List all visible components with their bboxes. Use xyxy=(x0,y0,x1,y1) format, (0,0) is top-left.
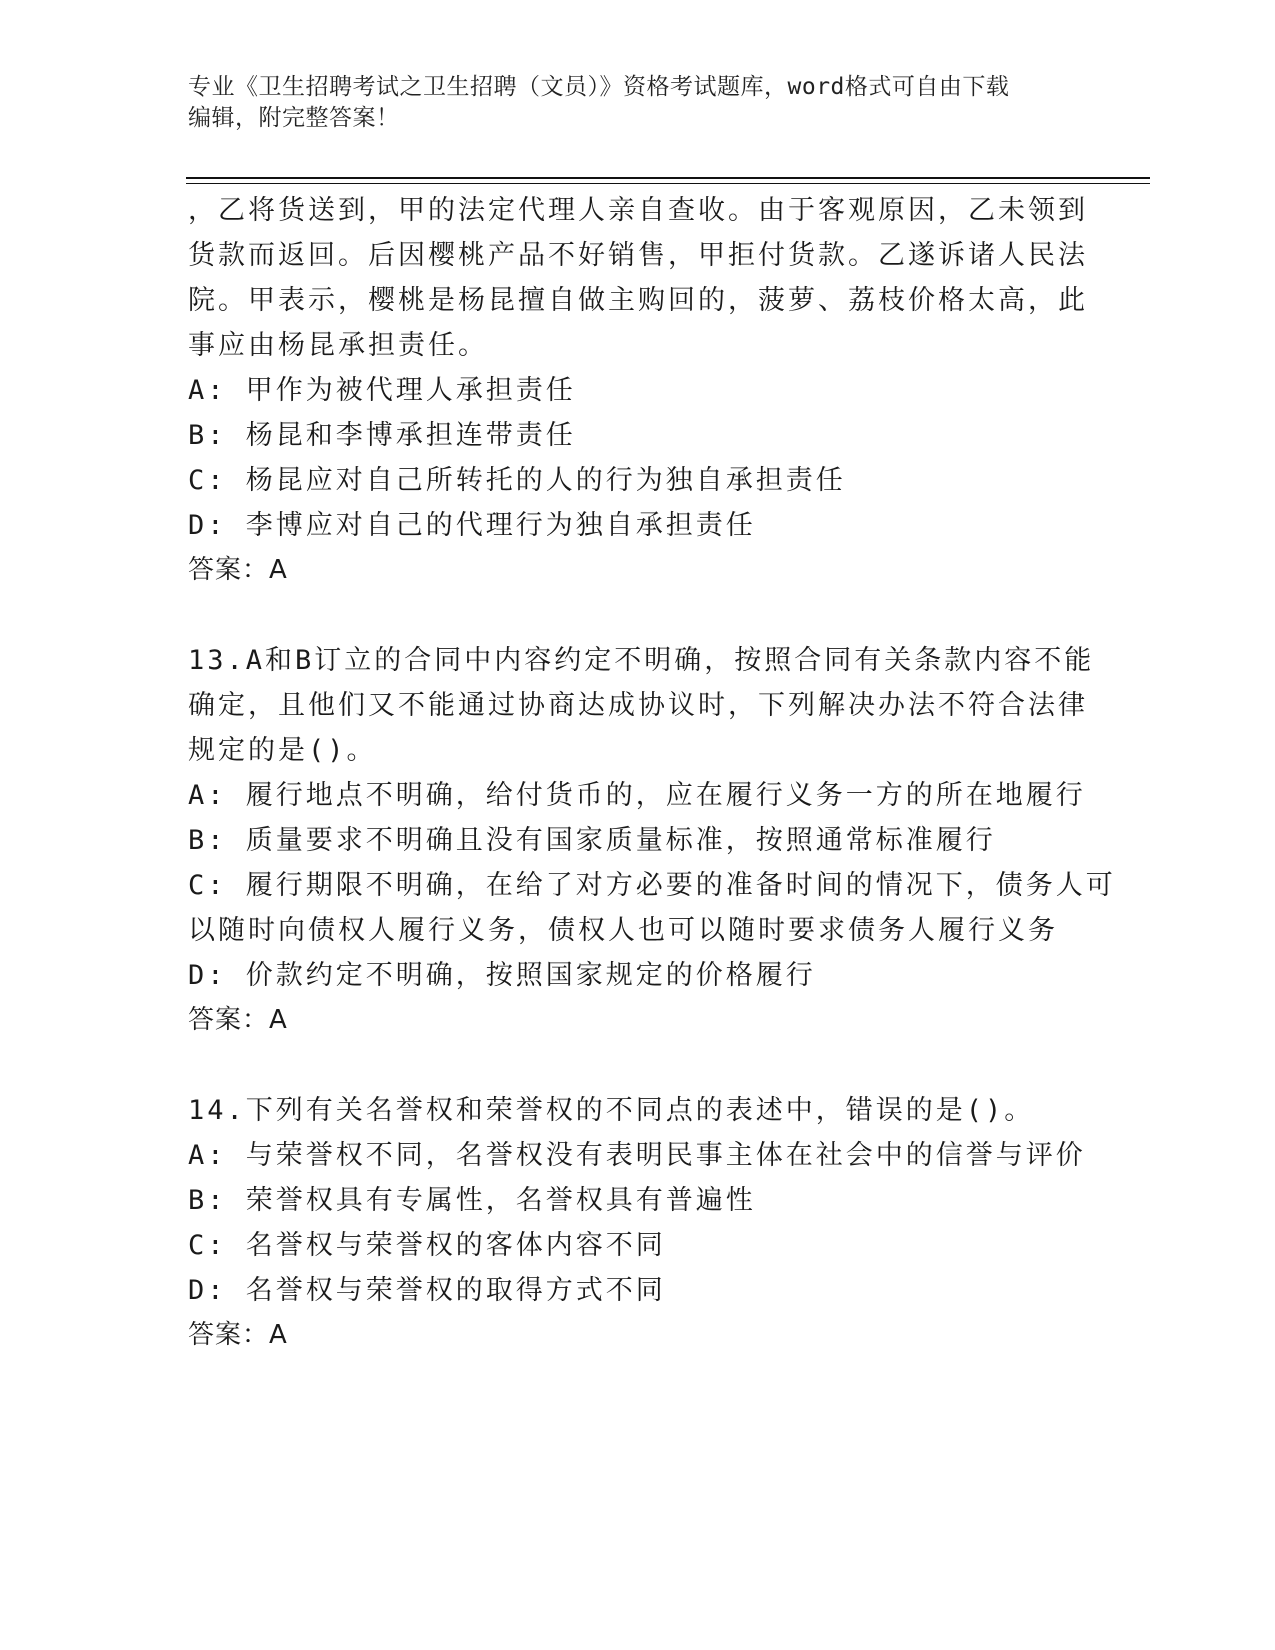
option-a: A: 甲作为被代理人承担责任 xyxy=(188,375,576,406)
question-14 xyxy=(188,1088,1088,1358)
option-c: C: 履行期限不明确，在给了对方必要的准备时间的情况下，债务人可 xyxy=(188,870,1116,901)
answer-label: 答案：A xyxy=(188,555,288,585)
question-12 xyxy=(188,188,1088,593)
option-b: B: 荣誉权具有专属性，名誉权具有普遍性 xyxy=(188,1185,756,1216)
question-stem-line: 13.A和B订立的合同中内容约定不明确，按照合同有关条款内容不能 xyxy=(188,645,1095,676)
question-stem-line: 规定的是()。 xyxy=(188,735,377,766)
option-a: A: 履行地点不明确，给付货币的，应在履行义务一方的所在地履行 xyxy=(188,780,1086,811)
answer-label: 答案：A xyxy=(188,1320,288,1350)
option-c: C: 杨昆应对自己所转托的人的行为独自承担责任 xyxy=(188,465,846,496)
option-c: C: 名誉权与荣誉权的客体内容不同 xyxy=(188,1230,666,1261)
option-a: A: 与荣誉权不同，名誉权没有表明民事主体在社会中的信誉与评价 xyxy=(188,1140,1086,1171)
page-header xyxy=(188,72,1068,134)
question-13 xyxy=(188,638,1116,1043)
question-stem-line: 事应由杨昆承担责任。 xyxy=(188,330,488,361)
question-stem-line: ，乙将货送到，甲的法定代理人亲自查收。由于客观原因，乙未领到 xyxy=(188,195,1088,226)
option-d: D: 名誉权与荣誉权的取得方式不同 xyxy=(188,1275,666,1306)
header-divider-thin xyxy=(186,183,1150,184)
header-line-1: 专业《卫生招聘考试之卫生招聘（文员）》资格考试题库，word格式可自由下载 xyxy=(188,74,1010,100)
question-stem-line: 院。甲表示，樱桃是杨昆擅自做主购回的，菠萝、荔枝价格太高，此 xyxy=(188,285,1088,316)
question-list xyxy=(188,188,1116,1358)
spacer xyxy=(188,1043,1088,1088)
option-b: B: 质量要求不明确且没有国家质量标准，按照通常标准履行 xyxy=(188,825,996,856)
header-line-2: 编辑，附完整答案！ xyxy=(188,105,400,131)
spacer xyxy=(188,593,1088,638)
question-stem-line: 确定，且他们又不能通过协商达成协议时，下列解决办法不符合法律 xyxy=(188,690,1088,721)
question-stem-line: 货款而返回。后因樱桃产品不好销售，甲拒付货款。乙遂诉诸人民法 xyxy=(188,240,1088,271)
option-c-continued: 以随时向债权人履行义务，债权人也可以随时要求债务人履行义务 xyxy=(188,915,1058,946)
option-d: D: 价款约定不明确，按照国家规定的价格履行 xyxy=(188,960,816,991)
option-d: D: 李博应对自己的代理行为独自承担责任 xyxy=(188,510,756,541)
option-b: B: 杨昆和李博承担连带责任 xyxy=(188,420,576,451)
answer-label: 答案：A xyxy=(188,1005,288,1035)
question-stem-line: 14.下列有关名誉权和荣誉权的不同点的表述中，错误的是()。 xyxy=(188,1095,1035,1126)
header-divider-thick xyxy=(186,177,1150,179)
